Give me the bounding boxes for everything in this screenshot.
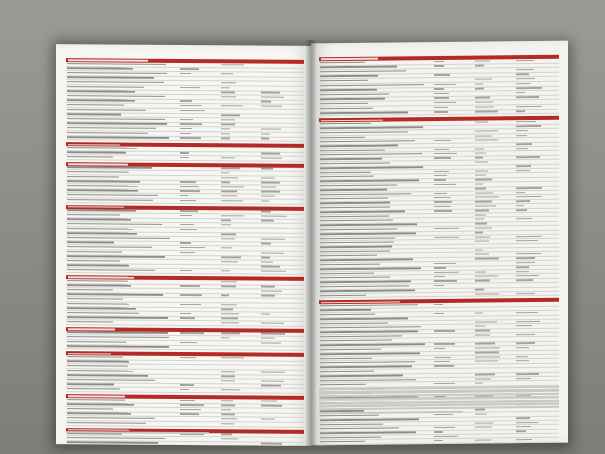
spec-row [66,198,304,204]
spec-row [66,155,304,161]
spec-row [66,320,304,326]
spec-row [66,136,304,142]
brochure-left-page [56,44,311,446]
spec-row [66,345,304,351]
spec-row [66,388,304,394]
left-spec-table [66,56,304,446]
brochure-right-page [311,41,568,446]
spec-row [66,269,304,275]
right-footnote [319,386,559,416]
spec-row [66,421,304,427]
brochure-gutter [306,40,316,446]
